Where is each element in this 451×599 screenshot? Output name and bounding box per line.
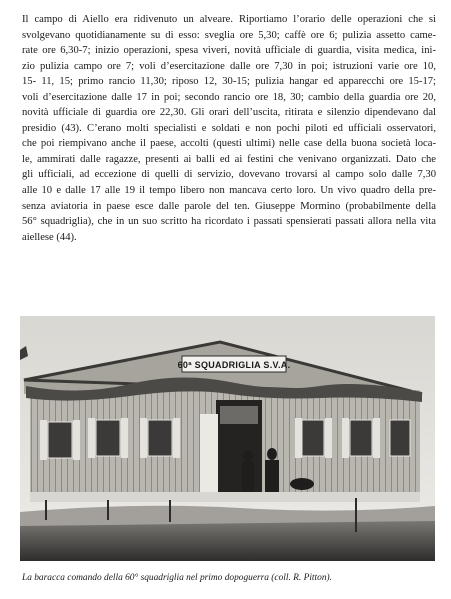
body-line: 56° squadriglia), che in un suo scritto ha ricordato i passati spensierati passati allora nella vita bbox=[22, 216, 436, 228]
body-line: che poi riempivano anche il paese, accolti (questi ultimi) nelle case della buona società loca- bbox=[22, 138, 436, 150]
body-line: 15- 11, 15; primo rancio 11,30; riposo 12, 30-15; pulizia hangar ed apparecchi ore 15-17; bbox=[22, 76, 436, 88]
body-line: voli d’esercitazione dalle 17 in poi; secondo rancio ore 18, 30; cambio della guardia ore 20, bbox=[22, 91, 436, 103]
barracks-photo-illustration bbox=[20, 316, 435, 561]
body-line: presidio (43). C’erano molti specialisti e soldati e non pochi piloti ed ufficiali osservatori, bbox=[22, 122, 436, 134]
body-line: zio pulizia campo ore 7; voli d’esercitazione dalle ore 7,30 in poi; istruzioni varie ore 10, bbox=[22, 60, 436, 72]
body-line: aiellese (44). bbox=[22, 231, 77, 243]
body-line: novità ufficiale di guardia ore 22,30. Gli orari dell’uscita, ritirata e silenzio dipendevano dal bbox=[22, 107, 436, 119]
body-line: svolgevano quotidianamente su di esso: sveglia ore 5,30; caffè ore 6; pulizia assetto came- bbox=[22, 29, 436, 41]
body-line: alle 10 e dalle 17 alle 19 il tempo libero non mancava certo loro. Un vivo quadro della pre- bbox=[22, 185, 436, 197]
body-line: rate ore 6,30-7; inizio operazioni, spesa viveri, novità ufficiale di guardia, visita medica, ini- bbox=[22, 45, 436, 57]
body-text bbox=[22, 12, 436, 245]
photo-caption: La baracca comando della 60° squadriglia nel primo dopoguerra (coll. R. Pitton). bbox=[22, 573, 332, 583]
body-line: senza aviatoria in paese esce dalle parole del ten. Giuseppe Mormino (probabilmente della bbox=[22, 200, 436, 212]
body-line: Il campo di Aiello era ridivenuto un alveare. Riportiamo l’orario delle operazioni che si bbox=[22, 14, 436, 25]
body-line: gli ufficiali, ad eccezione di quelli di servizio, dovevano trovarsi al campo solo dalle 7,30 bbox=[22, 169, 436, 181]
body-line: le, ammirati dalle ragazze, presenti ai balli ed ai festini che venivano organizzati. Dato che bbox=[22, 153, 436, 165]
squadriglia-sign: 60ª SQUADRIGLIA S.V.A. bbox=[177, 360, 291, 370]
historic-photo bbox=[20, 316, 435, 561]
